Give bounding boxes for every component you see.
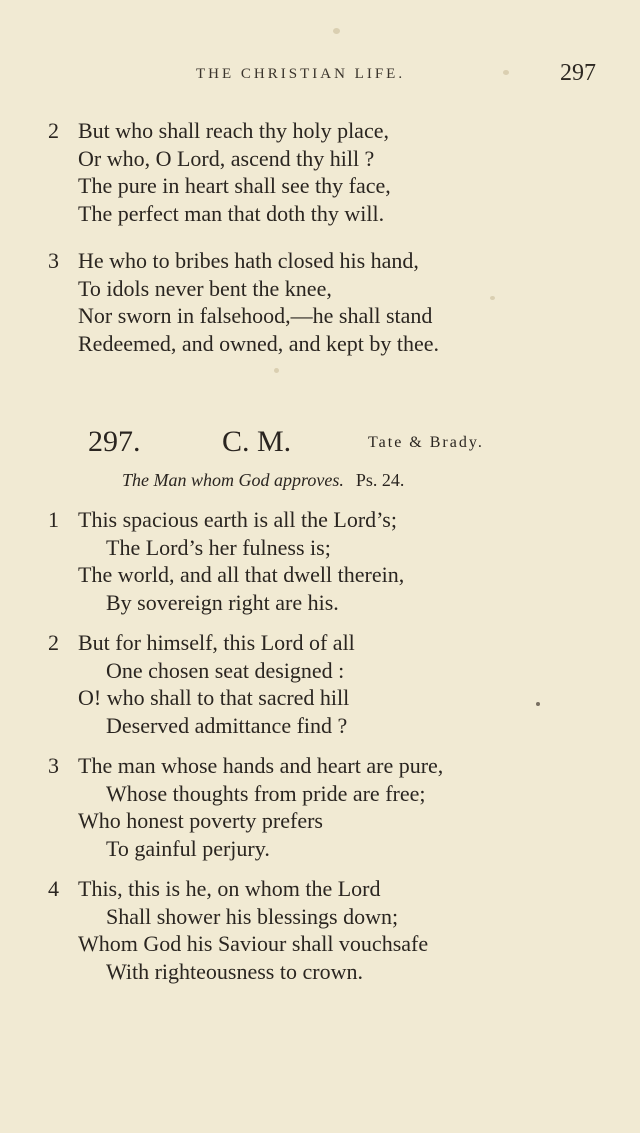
hymn-stanza-4 [48,875,428,985]
stanza-line: The world, and all that dwell therein, [78,562,405,588]
stanza-line: Nor sworn in falsehood,—he shall stand [78,303,433,329]
stanza-line: To gainful perjury. [106,835,270,861]
hymn-stanza-3 [48,752,443,862]
stanza-line: By sovereign right are his. [106,589,339,615]
stanza-line: 2 But for himself, this Lord of all [48,630,355,655]
stanza-line: Whom God his Saviour shall vouchsafe [78,931,429,957]
stanza-number: 3 [48,753,59,778]
stanza-line: The perfect man that doth thy will. [78,200,385,226]
stanza-line: Whose thoughts from pride are free; [106,780,426,806]
stanza-line: Shall shower his blessings down; [106,903,399,929]
hymn-stanza-1 [48,506,404,616]
stanza-number: 3 [48,248,59,273]
page-number: 297 [560,60,596,86]
stanza-line: With righteousness to crown. [106,958,363,984]
stanza-line: 3 He who to bribes hath closed his hand, [48,248,419,273]
stanza-line: The pure in heart shall see thy face, [78,173,391,199]
stanza-line: 2 But who shall reach thy holy place, [48,118,389,143]
stanza-number: 2 [48,118,59,143]
stanza-number: 4 [48,876,59,901]
paper-speck [274,368,279,373]
stanza-number: 1 [48,507,59,532]
stanza-line: 3 The man whose hands and heart are pure, [48,753,444,778]
stanza-line: One chosen seat designed : [106,657,345,683]
stanza-line: 4 This, this is he, on whom the Lord [48,876,381,901]
paper-speck [536,702,540,706]
hymn-meter: C. M. [222,425,292,458]
paper-speck [490,296,495,300]
stanza-line: 1 This spacious earth is all the Lord’s; [48,507,397,532]
scripture-reference: Ps. 24. [355,470,405,490]
hymn-author: Tate & Brady. [368,434,484,451]
hymn-subtitle [122,470,404,491]
stanza-line: Deserved admittance find ? [106,712,348,738]
hymn-stanza-2 [48,629,355,739]
stanza-number: 2 [48,630,59,655]
stanza-line: To idols never bent the knee, [78,275,332,301]
paper-speck [503,70,509,75]
stanza-prev-3 [48,247,439,357]
hymn-title: The Man whom God approves. [122,470,344,490]
paper-speck [333,28,340,34]
stanza-line: O! who shall to that sacred hill [78,685,350,711]
hymn-header [88,425,548,461]
stanza-line: The Lord’s her fulness is; [106,534,331,560]
hymn-number: 297. [88,425,141,458]
stanza-line: Who honest poverty prefers [78,808,323,834]
stanza-line: Redeemed, and owned, and kept by thee. [78,330,440,356]
stanza-line: Or who, O Lord, ascend thy hill ? [78,145,375,171]
stanza-prev-2 [48,117,391,227]
running-head: THE CHRISTIAN LIFE. [196,66,406,82]
